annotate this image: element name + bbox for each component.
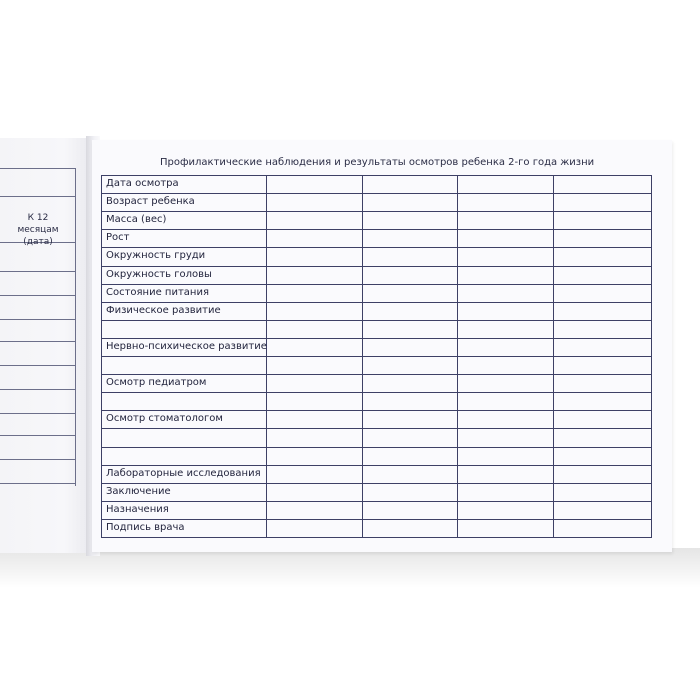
table-row-label: Состояние питания xyxy=(106,287,209,298)
table-rule xyxy=(101,447,652,448)
table-row-label: Осмотр педиатром xyxy=(106,377,207,388)
table-rule xyxy=(101,465,652,466)
left-page-header: К 12 месяцам (дата) xyxy=(17,213,59,247)
table-rule xyxy=(101,247,652,248)
table-rule xyxy=(101,392,652,393)
table-column-rule xyxy=(362,175,363,538)
table-row-label: Подпись врача xyxy=(106,522,185,533)
table-rule xyxy=(101,266,652,267)
table-rule xyxy=(101,302,652,303)
table-column-rule xyxy=(553,175,554,538)
table-column-rule xyxy=(651,175,652,538)
table-row-label: Заключение xyxy=(106,486,171,497)
table-rule xyxy=(101,410,652,411)
table-rule xyxy=(101,519,652,520)
table-column-rule xyxy=(457,175,458,538)
table-rule xyxy=(101,320,652,321)
table-row-label: Окружность груди xyxy=(106,250,206,261)
table-rule xyxy=(101,428,652,429)
table-row-label: Назначения xyxy=(106,504,169,515)
table-rule xyxy=(101,229,652,230)
table-rule xyxy=(101,501,652,502)
table-rule xyxy=(101,193,652,194)
table-row-label: Масса (вес) xyxy=(106,214,167,225)
table-rule xyxy=(101,483,652,484)
table-row-label: Нервно-психическое развитие xyxy=(106,341,267,352)
table-row-label: Возраст ребенка xyxy=(106,196,195,207)
table-row-label: Осмотр стоматологом xyxy=(106,413,223,424)
table-row-label: Рост xyxy=(106,232,130,243)
page-title: Профилактические наблюдения и результаты осмотров ребенка 2-го года жизни xyxy=(160,157,595,168)
table-row-label: Окружность головы xyxy=(106,269,212,280)
table-rule xyxy=(101,211,652,212)
table-row-label: Физическое развитие xyxy=(106,305,221,316)
table-column-rule xyxy=(101,175,102,538)
table-row-label: Дата осмотра xyxy=(106,178,179,189)
table-row-label: Лабораторные исследования xyxy=(106,468,261,479)
table-rule xyxy=(101,356,652,357)
table-rule xyxy=(101,284,652,285)
table-rule xyxy=(101,537,652,538)
table-rule xyxy=(101,175,652,176)
table-rule xyxy=(101,338,652,339)
table-rule xyxy=(101,374,652,375)
table-column-rule xyxy=(266,175,267,538)
